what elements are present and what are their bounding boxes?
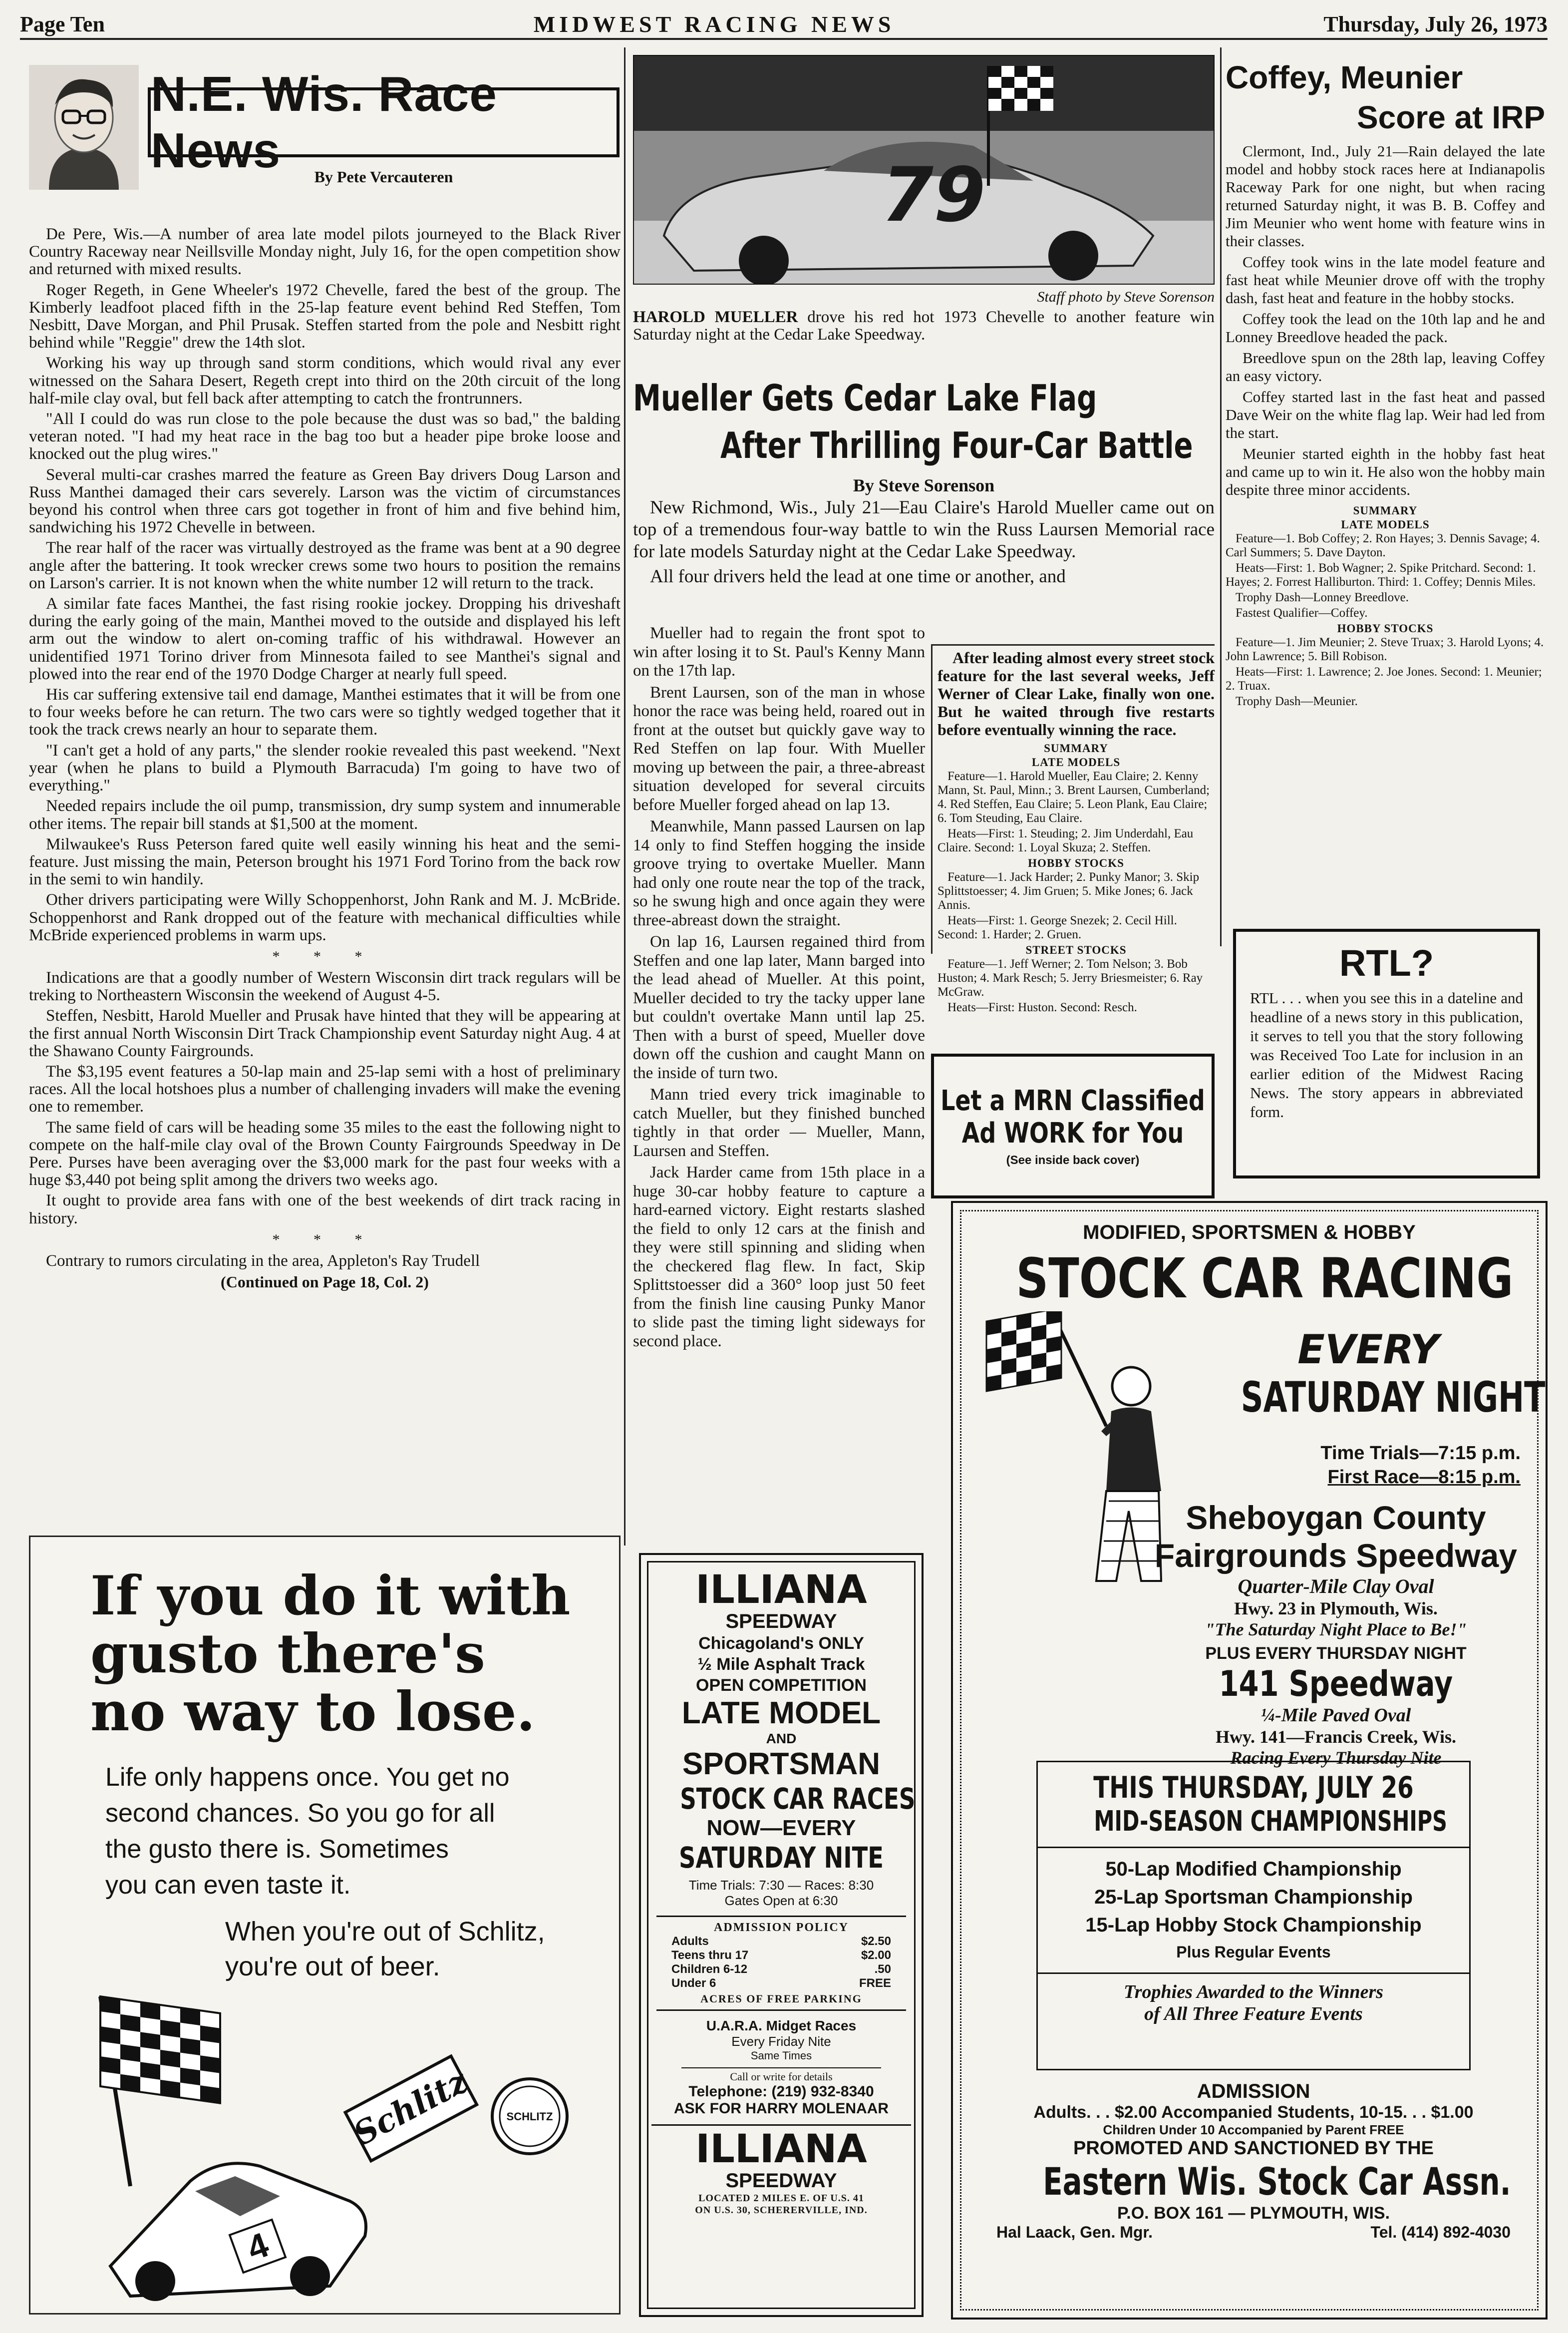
summary-title: SUMMARY	[1044, 742, 1108, 755]
trophies: Trophies Awarded to the Winners	[1123, 1981, 1384, 2002]
author-portrait	[29, 65, 139, 190]
ad-line: OPEN COMPETITION	[696, 1676, 867, 1695]
summary-title: SUMMARY	[1353, 504, 1418, 517]
illiana-sub: SPEEDWAY	[725, 1610, 837, 1632]
stock-car-races: STOCK CAR RACES	[680, 1782, 916, 1816]
race-news-article	[29, 226, 621, 1524]
midget-line: Every Friday Nite	[731, 2034, 831, 2049]
article-paragraph: The $3,195 event features a 50-lap main and 25-lap semi with a host of preliminary races. All the local hotshoes plus a number of challenging invaders will make the evening one to remember.	[29, 1062, 621, 1116]
champ-line: 15-Lap Hobby Stock Championship	[1085, 1914, 1422, 1936]
article-paragraph: Jack Harder came from 15th place in a huge 30-car hobby feature to capture a hard-earned victory. Eight restarts slashed the field to only 12 cars at the finish and they were still spinning and sliding when the checkered flag flew. In fact, Skip Splittstoesser did a 360° loop just 50 feet from the finish line causing Punky Manor to slide past the timing light sideways for second place.	[633, 1164, 925, 1350]
schlitz-logo-text: Schlitz	[347, 2062, 474, 2154]
schlitz-headline	[90, 1564, 610, 1743]
article-paragraph: Contrary to rumors circulating in the area, Appleton's Ray Trudell	[46, 1251, 480, 1270]
now-every: NOW—EVERY	[706, 1816, 856, 1840]
price-value: $2.00	[861, 1948, 891, 1962]
midget-races: U.A.R.A. Midget Races	[706, 2018, 857, 2033]
price-row	[671, 1976, 891, 1990]
manager: Hal Laack, Gen. Mgr.	[996, 2223, 1153, 2241]
masthead	[20, 10, 1548, 40]
hwy141: Hwy. 141—Francis Creek, Wis.	[1215, 1727, 1456, 1747]
summary-line: Trophy Dash—Meunier.	[1236, 695, 1358, 708]
phone: Telephone: (219) 932-8340	[688, 2083, 874, 2100]
article-paragraph: Milwaukee's Russ Peterson fared quite well easily winning his heat and the semi-feature. Just missing the main, Peterson brought his 1971 Ford Torino from the back row in the semi to win handily.	[29, 835, 621, 889]
price-row	[671, 1948, 891, 1962]
continued-note: (Continued on Page 18, Col. 2)	[221, 1272, 429, 1291]
photo-caption	[633, 309, 1215, 344]
article-paragraph: It ought to provide area fans with one of the best weekends of dirt track racing in history.	[29, 1191, 621, 1227]
article-paragraph: Clermont, Ind., July 21—Rain delayed the late model and hobby stock races here at Indianapolis Raceway Park for one night, but when racing returned Saturday night, it was B. B. Coffey and Jim Meunier who went home with feature wins in their classes.	[1226, 142, 1545, 250]
headline-line: gusto there's	[90, 1622, 485, 1685]
article-paragraph: The same field of cars will be heading some 35 miles to the east the following night to compete on the half-mile clay oval of the Brown County Fairgrounds Speedway in De Pere. Purses have been averaging over the $3,000 mark for the past four weeks with a huge $3,440 pot being split among the drivers two weeks ago.	[29, 1118, 621, 1189]
late-model: LATE MODEL	[681, 1696, 881, 1730]
price-row	[671, 1962, 891, 1976]
classified-ad	[931, 1054, 1215, 1198]
column-heading: N.E. Wis. Race News	[151, 66, 497, 178]
article-paragraph: Indications are that a goodly number of Western Wisconsin dirt track regulars will be treking to Northeastern Wisconsin the weekend of August 4-5.	[29, 968, 621, 1005]
schlitz-ad	[29, 1536, 621, 2315]
article-paragraph: On lap 16, Laursen regained third from Steffen and one lap later, Mann barged into the lead ahead of Mueller. At this point, Mueller decided to try the tacky upper lane but couldn't overtake Mann until lap 25. Then with a burst of speed, Mueller dove down off the cushion and caught Mann on the inside of turn two.	[633, 933, 925, 1082]
car-number: 79	[881, 152, 986, 239]
headline-line-2: After Thrilling Four-Car Battle	[720, 424, 1193, 466]
rtl-text: RTL . . . when you see this in a dateline and headline of a news story in this publication, it serves to tell you that the story following was Received Too Late for inclusion in an earlier edition of the Midwest Racing News. The story appears in abbreviated form.	[1250, 989, 1523, 1121]
race-car-icon	[110, 2163, 366, 2301]
column-rule	[624, 47, 626, 1546]
box-intro: After leading almost every street stock feature for the last several weeks, Jeff Werner of Clear Lake, finally won one. But he waited through five restarts before eventually winning the race.	[938, 649, 1215, 739]
summary-line: Feature—1. Bob Coffey; 2. Ron Hayes; 3. Dennis Savage; 4. Carl Summers; 5. Dave Dayton.	[1226, 532, 1540, 559]
venue-name: Fairgrounds Speedway	[1154, 1537, 1518, 1574]
schlitz-globe-seal	[492, 2079, 567, 2154]
article-paragraph: His car suffering extensive tail end damage, Manthei estimates that it will be from one to four weeks before he can return. The two cars were so tightly wedged together that it took the track crews nearly an hour to separate them.	[29, 686, 621, 739]
price-value: .50	[874, 1962, 891, 1976]
headline-line: no way to lose.	[90, 1680, 536, 1743]
checkered-flag-icon	[100, 1996, 220, 2186]
street-stock-box	[931, 644, 1215, 1014]
article-paragraph: Needed repairs include the oil pump, transmission, dry sump system and innumerable other items. The repair bill stands at $1,500 at the moment.	[29, 797, 621, 833]
gates: Gates Open at 6:30	[724, 1893, 838, 1908]
coffey-headline	[1226, 57, 1545, 145]
summary-line: Trophy Dash—Lonney Breedlove.	[1236, 591, 1409, 604]
article-paragraph: Breedlove spun on the 28th lap, leaving Coffey an easy victory.	[1226, 349, 1545, 385]
caption-text: drove his red hot 1973 Chevelle to another feature win Saturday night at the Cedar Lake Speedway.	[633, 308, 1215, 344]
association: Eastern Wis. Stock Car Assn.	[1043, 2159, 1511, 2204]
telephone: Tel. (414) 892-4030	[1370, 2223, 1511, 2241]
price-label: Adults	[671, 1935, 709, 1948]
article-paragraph: Working his way up through sand storm conditions, which would rival any ever witnessed on the Sahara Desert, Regeth crept into third on the 20th circuit of the long half-mile clay oval, but fell back after attempting to catch the frontrunners.	[29, 354, 621, 407]
race-car-photo-image	[634, 56, 1215, 285]
classified-note: (See inside back cover)	[1006, 1154, 1140, 1167]
parking: ACRES OF FREE PARKING	[700, 1992, 862, 2005]
article-paragraph: Roger Regeth, in Gene Wheeler's 1972 Chevelle, fared the best of the group. The Kimberly leadfoot placed fifth in the 25-lap feature event behind Red Steffen, Tom Nesbitt, Dave Morgan, and Phil Prusak. Steffen started from the pole and Nesbitt right behind while "Reggie" drew the 14th slot.	[29, 281, 621, 352]
article-paragraph: "All I could do was run close to the pole because the dust was so bad," the balding veteran noted. "I had my heat race in the bag too but a header pipe broke loose and knocked out the plug wires."	[29, 410, 621, 463]
tag-line: When you're out of Schlitz,	[225, 1917, 545, 1946]
sheboygan-ad	[951, 1201, 1548, 2320]
big-title-wrap	[961, 1246, 1537, 1310]
body-line: second chances. So you go for all	[105, 1799, 495, 1828]
summary-line: Heats—First: 1. Bob Wagner; 2. Spike Pritchard. Second: 1. Hayes; 2. Forrest Halliburton. Third: 1. Coffey; Dennis Miles.	[1226, 561, 1536, 589]
race-photo	[633, 55, 1215, 285]
hobby-stocks-title: HOBBY STOCKS	[1028, 857, 1124, 869]
time-trials: Time Trials—7:15 p.m.	[1320, 1443, 1521, 1464]
schlitz-body	[105, 1759, 605, 1903]
headline-line-1: Mueller Gets Cedar Lake Flag	[633, 377, 1097, 419]
saturday-nite: SATURDAY NITE	[679, 1841, 884, 1875]
rtl-box	[1233, 929, 1540, 1178]
newspaper-title: MIDWEST RACING NEWS	[533, 11, 895, 37]
headline-line-1: Coffey, Meunier	[1226, 59, 1463, 95]
speedway-141: 141 Speedway	[1219, 1663, 1453, 1704]
photo-credit: Staff photo by Steve Sorenson	[1037, 289, 1215, 305]
cedar-lake-summary	[938, 742, 1215, 1015]
sportsman: SPORTSMAN	[682, 1747, 881, 1781]
location-line: ON U.S. 30, SCHERERVILLE, IND.	[695, 2205, 868, 2216]
price-label: Under 6	[671, 1976, 716, 1990]
race-news-header	[29, 65, 621, 230]
checkered-flag-icon	[986, 1311, 1106, 1426]
plus-thursday: PLUS EVERY THURSDAY NIGHT	[1205, 1644, 1467, 1663]
illiana-ad	[639, 1553, 924, 2317]
coffey-article	[1226, 142, 1545, 710]
champ-line: 25-Lap Sportsman Championship	[1094, 1886, 1413, 1908]
byline: By Pete Vercauteren	[314, 168, 453, 186]
price-label: Children 6-12	[671, 1962, 748, 1976]
summary-line: Heats—First: 1. Lawrence; 2. Joe Jones. Second: 1. Meunier; 2. Truax.	[1226, 665, 1542, 693]
issue-date: Thursday, July 26, 1973	[1323, 11, 1548, 36]
article-paragraph: A similar fate faces Manthei, the fast rising rookie jockey. Dropping his driveshaft during the early going of the main, Manthei moved to the outside and displayed his left arm out the window to alert on-coming traffic of his withdrawal. However an unidentified 1971 Torino driver from Minnesota failed to see Manthei's signal and plowed into the rear end of the 1970 Dodge Charger at nearly full speed.	[29, 595, 621, 683]
rtl-title: RTL?	[1339, 942, 1434, 984]
body-line: you can even taste it.	[105, 1871, 351, 1900]
schlitz-race-car-illustration	[70, 1966, 590, 2306]
article-paragraph: Mann tried every trick imaginable to catch Mueller, but they finished bunched tightly in that order — Mueller, Mann, Laursen and Steffen.	[633, 1086, 925, 1160]
article-paragraph: Mueller had to regain the front spot to win after losing it to St. Paul's Kenny Mann on the 17th lap.	[633, 624, 925, 680]
article-paragraph: De Pere, Wis.—A number of area late model pilots journeyed to the Black River Country Raceway near Neillsville Monday night, July 16, for the open competition show and returned with mixed results.	[29, 225, 621, 279]
body-line: Life only happens once. You get no	[105, 1763, 510, 1792]
article-paragraph: Coffey started last in the fast heat and passed Dave Weir on the white flag lap. Weir had led from the start.	[1226, 388, 1545, 441]
regular-events: Plus Regular Events	[1176, 1943, 1331, 1961]
headline-line: If you do it with	[90, 1564, 571, 1627]
saturday-night: SATURDAY NIGHT	[1241, 1373, 1546, 1422]
author-photo-image	[29, 65, 139, 190]
late-models-title: LATE MODELS	[1031, 756, 1121, 769]
this-thursday: THIS THURSDAY, JULY 26	[1093, 1770, 1414, 1805]
illiana-title: ILLIANA	[695, 1567, 867, 1612]
article-paragraph: The rear half of the racer was virtually destroyed as the frame was bent at a 90 degree angle after the battering. It took wrecker crews some two hours to position the remains on Larson's carrier. It is not known when the white number 12 will return to the track.	[29, 539, 621, 592]
caption-lead: HAROLD MUELLER	[633, 308, 798, 326]
ad-top: MODIFIED, SPORTSMEN & HOBBY	[1083, 1221, 1416, 1243]
car-number: 4	[242, 2225, 274, 2269]
article-paragraph: Meanwhile, Mann passed Laursen on lap 14 only to find Steffen hogging the inside groove trying to overtake Mueller. Mann had only one route near the top of the track, so he swung high and once again they were three-abreast down the straight.	[633, 817, 925, 929]
late-models-title: LATE MODELS	[1341, 518, 1430, 531]
price-value: $2.50	[861, 1935, 891, 1948]
illiana-title-2: ILLIANA	[695, 2127, 867, 2172]
body-line: the gusto there is. Sometimes	[105, 1835, 449, 1864]
article-paragraph: Steffen, Nesbitt, Harold Mueller and Prusak have hinted that they will be appearing at the first annual North Wisconsin Dirt Track Championship event Saturday night Aug. 4 at the Shawano County Fairgrounds.	[29, 1007, 621, 1060]
classified-line: Ad WORK for You	[961, 1117, 1184, 1150]
tag-line: you're out of beer.	[225, 1951, 440, 1981]
separator: * * *	[272, 948, 377, 965]
contact-row	[976, 2223, 1531, 2242]
summary-line: Heats—First: 1. Steuding; 2. Jim Underdahl, Eau Claire. Second: 1. Loyal Skuza; 2. Steffen.	[938, 827, 1194, 854]
seal-text: SCHLITZ	[506, 2110, 553, 2123]
location-line: LOCATED 2 MILES E. OF U.S. 41	[698, 2193, 864, 2204]
ask-for: ASK FOR HARRY MOLENAAR	[673, 2100, 889, 2117]
article-paragraph: New Richmond, Wis., July 21—Eau Claire's Harold Mueller came out on top of a tremendous four-way battle to win the Russ Laursen Memorial race for late models Saturday night at the Cedar Lake Speedway.	[633, 497, 1215, 562]
venue-block	[1121, 1499, 1551, 1768]
price-label: Teens thru 17	[671, 1948, 749, 1962]
column-rule	[1220, 47, 1222, 946]
paved: ¼-Mile Paved Oval	[1260, 1705, 1411, 1726]
midget-line: Same Times	[750, 2049, 812, 2062]
headline-line-2: Score at IRP	[1356, 99, 1545, 135]
admission-title: ADMISSION POLICY	[713, 1921, 849, 1934]
byline: By Steve Sorenson	[853, 475, 995, 495]
summary-line: Heats—First: 1. George Snezek; 2. Cecil Hill. Second: 1. Harder; 2. Gruen.	[938, 914, 1177, 941]
classified-line: Let a MRN Classified	[941, 1085, 1205, 1117]
admission-prices: Adults. . . $2.00 Accompanied Students, 10-15. . . $1.00	[1033, 2103, 1474, 2122]
race-times	[1241, 1441, 1541, 1489]
irp-summary	[1226, 504, 1545, 709]
every-saturday	[1196, 1326, 1546, 1422]
summary-line: Feature—1. Jack Harder; 2. Punky Manor; 3. Skip Splittstoesser; 4. Jim Gruen; 5. Mike Jones; 6. Jack Annis.	[938, 870, 1200, 912]
illiana-sub-2: SPEEDWAY	[725, 2170, 837, 2192]
schlitz-logo	[344, 2055, 479, 2162]
champ-line: 50-Lap Modified Championship	[1105, 1858, 1402, 1880]
slogan: "The Saturday Night Place to Be!"	[1205, 1619, 1467, 1639]
hwy: Hwy. 23 in Plymouth, Wis.	[1234, 1598, 1438, 1618]
midseason: MID-SEASON CHAMPIONSHIPS	[1094, 1805, 1448, 1838]
article-paragraph: Coffey took wins in the late model feature and fast heat while Meunier drove off with the trophy dash, fast heat and feature in the hobby stocks.	[1226, 253, 1545, 307]
children: Children Under 10 Accompanied by Parent FREE	[1103, 2122, 1404, 2137]
hobby-stocks-title: HOBBY STOCKS	[1337, 622, 1434, 635]
admission: ADMISSION	[1197, 2080, 1310, 2102]
big-title: STOCK CAR RACING	[1016, 1246, 1514, 1310]
summary-line: Feature—1. Jim Meunier; 2. Steve Truax; 3. Harold Lyons; 4. John Lawrence; 5. Bill Robison.	[1226, 636, 1544, 663]
times: Time Trials: 7:30 — Races: 8:30	[688, 1878, 874, 1893]
first-race: First Race—8:15 p.m.	[1327, 1467, 1521, 1488]
racing: Racing Every Thursday Nite	[1230, 1748, 1442, 1768]
article-paragraph: All four drivers held the lead at one time or another, and	[650, 566, 1066, 587]
call-line: Call or write for details	[730, 2070, 833, 2083]
article-paragraph: Meunier started eighth in the hobby fast heat and came up to win it. He also won the hobby main despite three minor accidents.	[1226, 445, 1545, 498]
article-paragraph: Brent Laursen, son of the man in whose honor the race was being held, roared out in front at the outset but quickly gave way to Red Steffen on lap four. With Mueller moving up between the pair, a three-abreast situation developed for several circuits before Mueller forged ahead on lap 13.	[633, 683, 925, 814]
article-paragraph: "I can't get a hold of any parts," the slender rookie revealed this past weekend. "Next year (when he plans to build a Plymouth Barracuda) I'm going to have two of everything."	[29, 741, 621, 795]
oval: Quarter-Mile Clay Oval	[1238, 1575, 1434, 1597]
admission-block	[976, 2080, 1531, 2242]
midseason-box	[1036, 1761, 1471, 2070]
every: EVERY	[1297, 1326, 1439, 1373]
summary-line: Feature—1. Harold Mueller, Eau Claire; 2. Kenny Mann, St. Paul, Minn.; 3. Brent Laursen, Cumberland; 4. Red Steffen, Eau Claire; 5. Leon Plank, Eau Claire; 6. Tom Steuding, Eau Claire.	[938, 770, 1210, 825]
lead-paragraphs	[633, 497, 1215, 588]
ad-line: Chicagoland's ONLY	[698, 1634, 864, 1653]
summary-line: Fastest Qualifier—Coffey.	[1236, 606, 1368, 620]
article-paragraph: Several multi-car crashes marred the feature as Green Bay drivers Doug Larson and Russ Manthei damaged their cars severely. Larson was the victim of circumstances beyond his control when three cars got together in front of him and five behind him, sandwiching his 1972 Chevelle in between.	[29, 465, 621, 537]
article-paragraph: Other drivers participating were Willy Schoppenhorst, John Rank and M. J. McBride. Schoppenhorst and Rank dropped out of the feature with mechanical difficulties while McBride experienced problems in warm ups.	[29, 891, 621, 944]
price-value: FREE	[859, 1976, 891, 1990]
street-stocks-title: STREET STOCKS	[1025, 944, 1127, 956]
po-box: P.O. BOX 161 — PLYMOUTH, WIS.	[1117, 2204, 1390, 2223]
ad-line: ½ Mile Asphalt Track	[697, 1655, 865, 1674]
article-paragraph: Coffey took the lead on the 10th lap and he and Lonney Breedlove headed the pack.	[1226, 310, 1545, 346]
price-row	[671, 1935, 891, 1948]
summary-line: Heats—First: Huston. Second: Resch.	[947, 1001, 1137, 1014]
trophies: of All Three Feature Events	[1144, 2003, 1363, 2024]
narrow-article-column	[633, 624, 925, 1538]
separator: * * *	[272, 1231, 377, 1248]
summary-line: Feature—1. Jeff Werner; 2. Tom Nelson; 3. Bob Huston; 4. Mark Resch; 5. Jerry Briesmeister; 6. Ray McGraw.	[938, 957, 1203, 999]
and-text: AND	[766, 1731, 797, 1746]
promoted: PROMOTED AND SANCTIONED BY THE	[1073, 2138, 1434, 2159]
page-number: Page Ten	[20, 11, 105, 36]
venue-name: Sheboygan County	[1186, 1499, 1486, 1536]
